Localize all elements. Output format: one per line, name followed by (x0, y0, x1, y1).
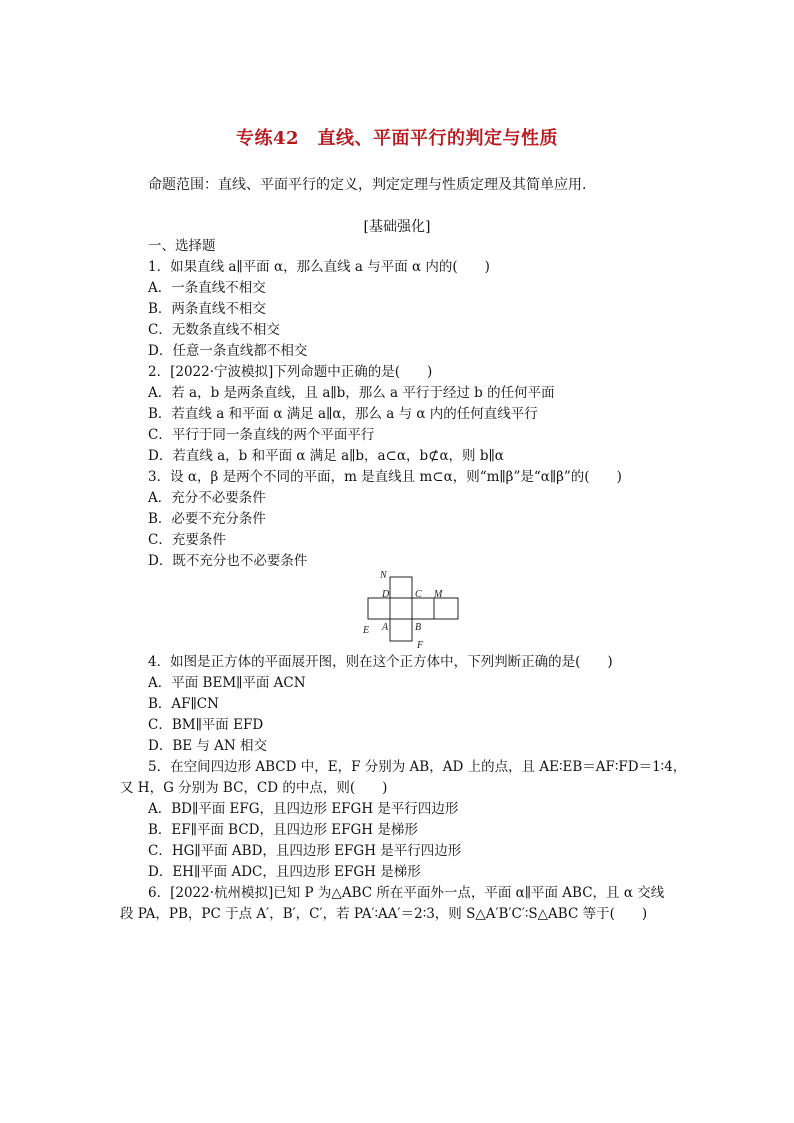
q4-option-a: A．平面 BEM∥平面 ACN (148, 675, 306, 691)
net-square-top (390, 577, 412, 598)
cube-net-diagram (362, 568, 466, 650)
label-f: F (417, 640, 424, 650)
q5-option-b: B．EF∥平面 BCD，且四边形 EFGH 是梯形 (148, 822, 418, 838)
q3-option-d: D．既不充分也不必要条件 (148, 553, 308, 569)
section-heading: [基础强化] (363, 219, 431, 235)
net-square-left (368, 598, 390, 619)
cube-net-figure (362, 568, 466, 650)
q4-option-c: C．BM∥平面 EFD (148, 717, 264, 733)
q5-stem-continued: 又 H，G 分别为 BC，CD 的中点，则( ) (120, 780, 388, 796)
part-heading: 一、选择题 (148, 238, 216, 254)
label-a: A (382, 622, 389, 633)
net-square-bottom (390, 619, 412, 641)
net-square-far-right (434, 598, 458, 619)
net-square-right (412, 598, 434, 619)
q5-option-d: D．EH∥平面 ADC，且四边形 EFGH 是梯形 (148, 864, 421, 880)
q6-stem-continued: 段 PA，PB，PC 于点 A′，B′，C′，若 PA′∶AA′＝2∶3，则 S△A′B′C′∶S△ABC 等于( ) (120, 906, 648, 922)
q2-option-d: D．若直线 a，b 和平面 α 满足 a∥b，a⊂α，b⊄α，则 b∥α (148, 448, 504, 464)
q6-stem: 6．[2022·杭州模拟]已知 P 为△ABC 所在平面外一点，平面 α∥平面 ABC，且 α 交线 (148, 885, 665, 901)
q4-option-b: B．AF∥CN (148, 696, 219, 712)
q3-stem: 3．设 α，β 是两个不同的平面，m 是直线且 m⊂α，则“m∥β”是“α∥β”的( ) (148, 469, 622, 485)
label-e: E (363, 625, 370, 636)
q1-option-a: A．一条直线不相交 (148, 280, 266, 296)
label-d: D (382, 589, 390, 600)
q1-option-c: C．无数条直线不相交 (148, 322, 280, 338)
label-m: M (434, 589, 443, 600)
label-n: N (380, 570, 387, 581)
label-c: C (415, 589, 422, 600)
q1-option-d: D．任意一条直线都不相交 (148, 343, 308, 359)
q1-option-b: B．两条直线不相交 (148, 301, 266, 317)
q5-stem: 5．在空间四边形 ABCD 中，E，F 分别为 AB，AD 上的点，且 AE∶EB＝AF∶FD＝1∶4， (148, 759, 687, 775)
page-title: 专练42 直线、平面平行的判定与性质 (235, 128, 559, 149)
q4-stem: 4．如图是正方体的平面展开图，则在这个正方体中，下列判断正确的是( ) (148, 654, 613, 670)
label-b: B (415, 622, 422, 633)
q3-option-c: C．充要条件 (148, 532, 226, 548)
net-square-center (390, 598, 412, 619)
scope-text: 命题范围：直线、平面平行的定义，判定定理与性质定理及其简单应用. (148, 177, 587, 193)
q5-option-a: A．BD∥平面 EFG，且四边形 EFGH 是平行四边形 (148, 801, 459, 817)
q3-option-a: A．充分不必要条件 (148, 490, 266, 506)
q2-stem: 2．[2022·宁波模拟]下列命题中正确的是( ) (148, 364, 433, 380)
q2-option-c: C．平行于同一条直线的两个平面平行 (148, 427, 375, 443)
q3-option-b: B．必要不充分条件 (148, 511, 266, 527)
q2-option-a: A．若 a，b 是两条直线，且 a∥b，那么 a 平行于经过 b 的任何平面 (148, 385, 555, 401)
q1-stem: 1．如果直线 a∥平面 α，那么直线 a 与平面 α 内的( ) (148, 259, 490, 275)
q2-option-b: B．若直线 a 和平面 α 满足 a∥α，那么 a 与 α 内的任何直线平行 (148, 406, 538, 422)
q5-option-c: C．HG∥平面 ABD，且四边形 EFGH 是平行四边形 (148, 843, 462, 859)
q4-option-d: D．BE 与 AN 相交 (148, 738, 268, 754)
